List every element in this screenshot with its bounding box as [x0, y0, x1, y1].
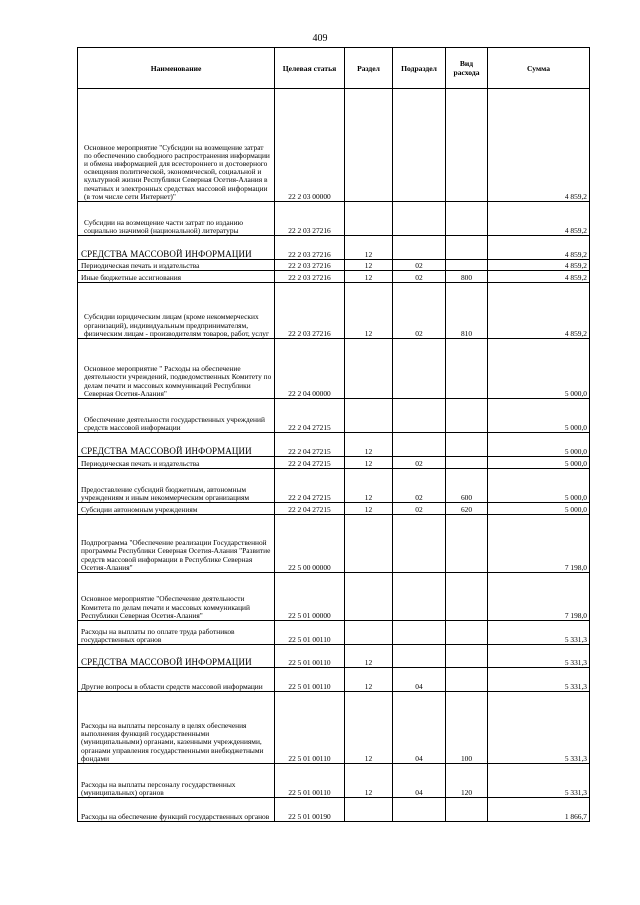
cell-name: Расходы на обеспечение функций государственных органов	[78, 798, 275, 822]
cell-subsection: 04	[393, 668, 446, 692]
cell-expense-type	[446, 457, 488, 469]
cell-name: Периодическая печать и издательства	[78, 457, 275, 469]
cell-article: 22 2 03 27216	[275, 236, 345, 260]
cell-article: 22 2 04 27215	[275, 433, 345, 457]
table-row	[78, 645, 590, 668]
cell-expense-type: 800	[446, 271, 488, 283]
table-row	[78, 668, 590, 692]
cell-name: СРЕДСТВА МАССОВОЙ ИНФОРМАЦИИ	[78, 645, 275, 668]
cell-subsection: 02	[393, 503, 446, 515]
cell-amount: 5 331,3	[488, 764, 590, 798]
cell-article: 22 5 00 00000	[275, 515, 345, 573]
cell-name: Расходы на выплаты персоналу в целях обеспечения выполнения функций государственными (муниципальными) органами, казенными учреждениями, органами управления государственными внебюджетными фондами	[78, 692, 275, 764]
cell-amount: 5 331,3	[488, 645, 590, 668]
cell-amount: 4 859,2	[488, 260, 590, 271]
cell-expense-type	[446, 399, 488, 433]
table-row	[78, 271, 590, 283]
cell-name: Основное мероприятие "Обеспечение деятельности Комитета по делам печати и массовых коммуникаций Республики Северная Осетия-Алания"	[78, 573, 275, 621]
cell-article: 22 2 03 27216	[275, 271, 345, 283]
cell-article: 22 2 03 27216	[275, 283, 345, 339]
cell-article: 22 2 03 27216	[275, 260, 345, 271]
cell-name: Другие вопросы в области средств массовой информации	[78, 668, 275, 692]
cell-subsection	[393, 339, 446, 399]
table-row	[78, 202, 590, 236]
cell-expense-type	[446, 260, 488, 271]
cell-expense-type	[446, 89, 488, 202]
cell-amount: 5 331,3	[488, 692, 590, 764]
cell-expense-type	[446, 236, 488, 260]
cell-article: 22 5 01 00190	[275, 798, 345, 822]
cell-article: 22 2 03 00000	[275, 89, 345, 202]
cell-subsection	[393, 798, 446, 822]
table-header-row	[78, 48, 590, 89]
column-header-subsection: Подраздел	[393, 48, 446, 89]
cell-amount: 4 859,2	[488, 236, 590, 260]
cell-section	[345, 202, 393, 236]
cell-section: 12	[345, 236, 393, 260]
cell-name: СРЕДСТВА МАССОВОЙ ИНФОРМАЦИИ	[78, 433, 275, 457]
table-row	[78, 503, 590, 515]
cell-section	[345, 573, 393, 621]
cell-article: 22 5 01 00110	[275, 621, 345, 645]
cell-name: Субсидии на возмещение части затрат по изданию социально значимой (национальной) литературы	[78, 202, 275, 236]
cell-article: 22 5 01 00110	[275, 764, 345, 798]
cell-article: 22 2 04 27215	[275, 399, 345, 433]
cell-subsection	[393, 236, 446, 260]
cell-section: 12	[345, 433, 393, 457]
budget-table	[77, 47, 590, 822]
cell-subsection: 02	[393, 469, 446, 503]
cell-section	[345, 89, 393, 202]
table-row	[78, 621, 590, 645]
cell-amount: 5 331,3	[488, 621, 590, 645]
cell-subsection	[393, 515, 446, 573]
cell-article: 22 2 03 27216	[275, 202, 345, 236]
cell-section: 12	[345, 668, 393, 692]
cell-amount: 5 000,0	[488, 399, 590, 433]
cell-expense-type	[446, 668, 488, 692]
cell-subsection	[393, 621, 446, 645]
cell-section: 12	[345, 503, 393, 515]
cell-article: 22 5 01 00110	[275, 668, 345, 692]
cell-name: Субсидии юридическим лицам (кроме некоммерческих организаций), индивидуальным предпринимателям, физическим лицам - производителям товаров, работ, услуг	[78, 283, 275, 339]
table-row	[78, 573, 590, 621]
table-row	[78, 457, 590, 469]
cell-expense-type: 600	[446, 469, 488, 503]
cell-subsection: 04	[393, 764, 446, 798]
cell-expense-type	[446, 645, 488, 668]
cell-name: Основное мероприятие " Расходы на обеспечение деятельности учреждений, подведомственных Комитету по делам печати и массовых коммуникаций Республики Северная Осетия-Алания"	[78, 339, 275, 399]
cell-article: 22 2 04 27215	[275, 469, 345, 503]
cell-name: Расходы на выплаты по оплате труда работников государственных органов	[78, 621, 275, 645]
cell-amount: 5 000,0	[488, 433, 590, 457]
cell-amount: 7 198,0	[488, 573, 590, 621]
cell-expense-type: 120	[446, 764, 488, 798]
column-header-name: Наименование	[78, 48, 275, 89]
column-header-expense-type: Вид расхода	[446, 48, 488, 89]
cell-expense-type	[446, 339, 488, 399]
cell-article: 22 5 01 00110	[275, 692, 345, 764]
cell-subsection: 02	[393, 271, 446, 283]
table-row	[78, 692, 590, 764]
cell-amount: 5 000,0	[488, 469, 590, 503]
cell-subsection	[393, 89, 446, 202]
cell-subsection	[393, 573, 446, 621]
cell-subsection: 02	[393, 283, 446, 339]
cell-section: 12	[345, 692, 393, 764]
cell-name: Субсидии автономным учреждениям	[78, 503, 275, 515]
cell-expense-type	[446, 621, 488, 645]
cell-name: Обеспечение деятельности государственных учреждений средств массовой информации	[78, 399, 275, 433]
cell-name: Иные бюджетные ассигнования	[78, 271, 275, 283]
cell-expense-type	[446, 433, 488, 457]
table-row	[78, 339, 590, 399]
page-number: 409	[312, 33, 328, 44]
cell-expense-type	[446, 202, 488, 236]
cell-amount: 4 859,2	[488, 89, 590, 202]
cell-article: 22 2 04 00000	[275, 339, 345, 399]
cell-subsection	[393, 202, 446, 236]
cell-article: 22 2 04 27215	[275, 457, 345, 469]
cell-expense-type	[446, 515, 488, 573]
cell-name: Расходы на выплаты персоналу государственных (муниципальных) органов	[78, 764, 275, 798]
table-row	[78, 469, 590, 503]
cell-section	[345, 399, 393, 433]
cell-expense-type: 620	[446, 503, 488, 515]
cell-amount: 5 331,3	[488, 668, 590, 692]
cell-name: СРЕДСТВА МАССОВОЙ ИНФОРМАЦИИ	[78, 236, 275, 260]
cell-subsection	[393, 645, 446, 668]
table-row	[78, 283, 590, 339]
cell-name: Предоставление субсидий бюджетным, автономным учреждениям и иным некоммерческим организациям	[78, 469, 275, 503]
cell-expense-type	[446, 798, 488, 822]
cell-section	[345, 339, 393, 399]
cell-subsection	[393, 399, 446, 433]
table-body	[78, 89, 590, 822]
column-header-amount: Сумма	[488, 48, 590, 89]
column-header-section: Раздел	[345, 48, 393, 89]
cell-section: 12	[345, 283, 393, 339]
table-row	[78, 515, 590, 573]
cell-amount: 1 866,7	[488, 798, 590, 822]
table-row	[78, 89, 590, 202]
cell-expense-type: 810	[446, 283, 488, 339]
cell-section: 12	[345, 645, 393, 668]
cell-section: 12	[345, 457, 393, 469]
cell-article: 22 5 01 00000	[275, 573, 345, 621]
cell-amount: 4 859,2	[488, 202, 590, 236]
table-row	[78, 433, 590, 457]
cell-amount: 7 198,0	[488, 515, 590, 573]
table-row	[78, 399, 590, 433]
cell-amount: 4 859,2	[488, 283, 590, 339]
cell-subsection	[393, 433, 446, 457]
cell-expense-type	[446, 573, 488, 621]
cell-amount: 5 000,0	[488, 503, 590, 515]
table-row	[78, 798, 590, 822]
cell-subsection: 02	[393, 457, 446, 469]
cell-amount: 4 859,2	[488, 271, 590, 283]
cell-section: 12	[345, 271, 393, 283]
cell-section	[345, 798, 393, 822]
cell-name: Подпрограмма "Обеспечение реализации Государственной программы Республики Северная Осетия-Алания "Развитие средств массовой информации в Республике Северная Осетия-Алания"	[78, 515, 275, 573]
cell-article: 22 2 04 27215	[275, 503, 345, 515]
cell-name: Периодическая печать и издательства	[78, 260, 275, 271]
cell-amount: 5 000,0	[488, 339, 590, 399]
column-header-article: Целевая статья	[275, 48, 345, 89]
table-row	[78, 764, 590, 798]
cell-amount: 5 000,0	[488, 457, 590, 469]
cell-name: Основное мероприятие "Субсидии на возмещение затрат по обеспечению свободного распространения информации и обмена информацией для всестороннего и достоверного освещения политической, экономической, социальной и культурной жизни Республики Северная Осетия-Алания в печатных и электронных средствах массовой информации (в том числе сети Интернет)"	[78, 89, 275, 202]
cell-section: 12	[345, 469, 393, 503]
cell-section	[345, 621, 393, 645]
cell-article: 22 5 01 00110	[275, 645, 345, 668]
cell-subsection: 02	[393, 260, 446, 271]
table-row	[78, 236, 590, 260]
cell-section: 12	[345, 764, 393, 798]
cell-subsection: 04	[393, 692, 446, 764]
cell-expense-type: 100	[446, 692, 488, 764]
cell-section	[345, 515, 393, 573]
cell-section: 12	[345, 260, 393, 271]
table-row	[78, 260, 590, 271]
